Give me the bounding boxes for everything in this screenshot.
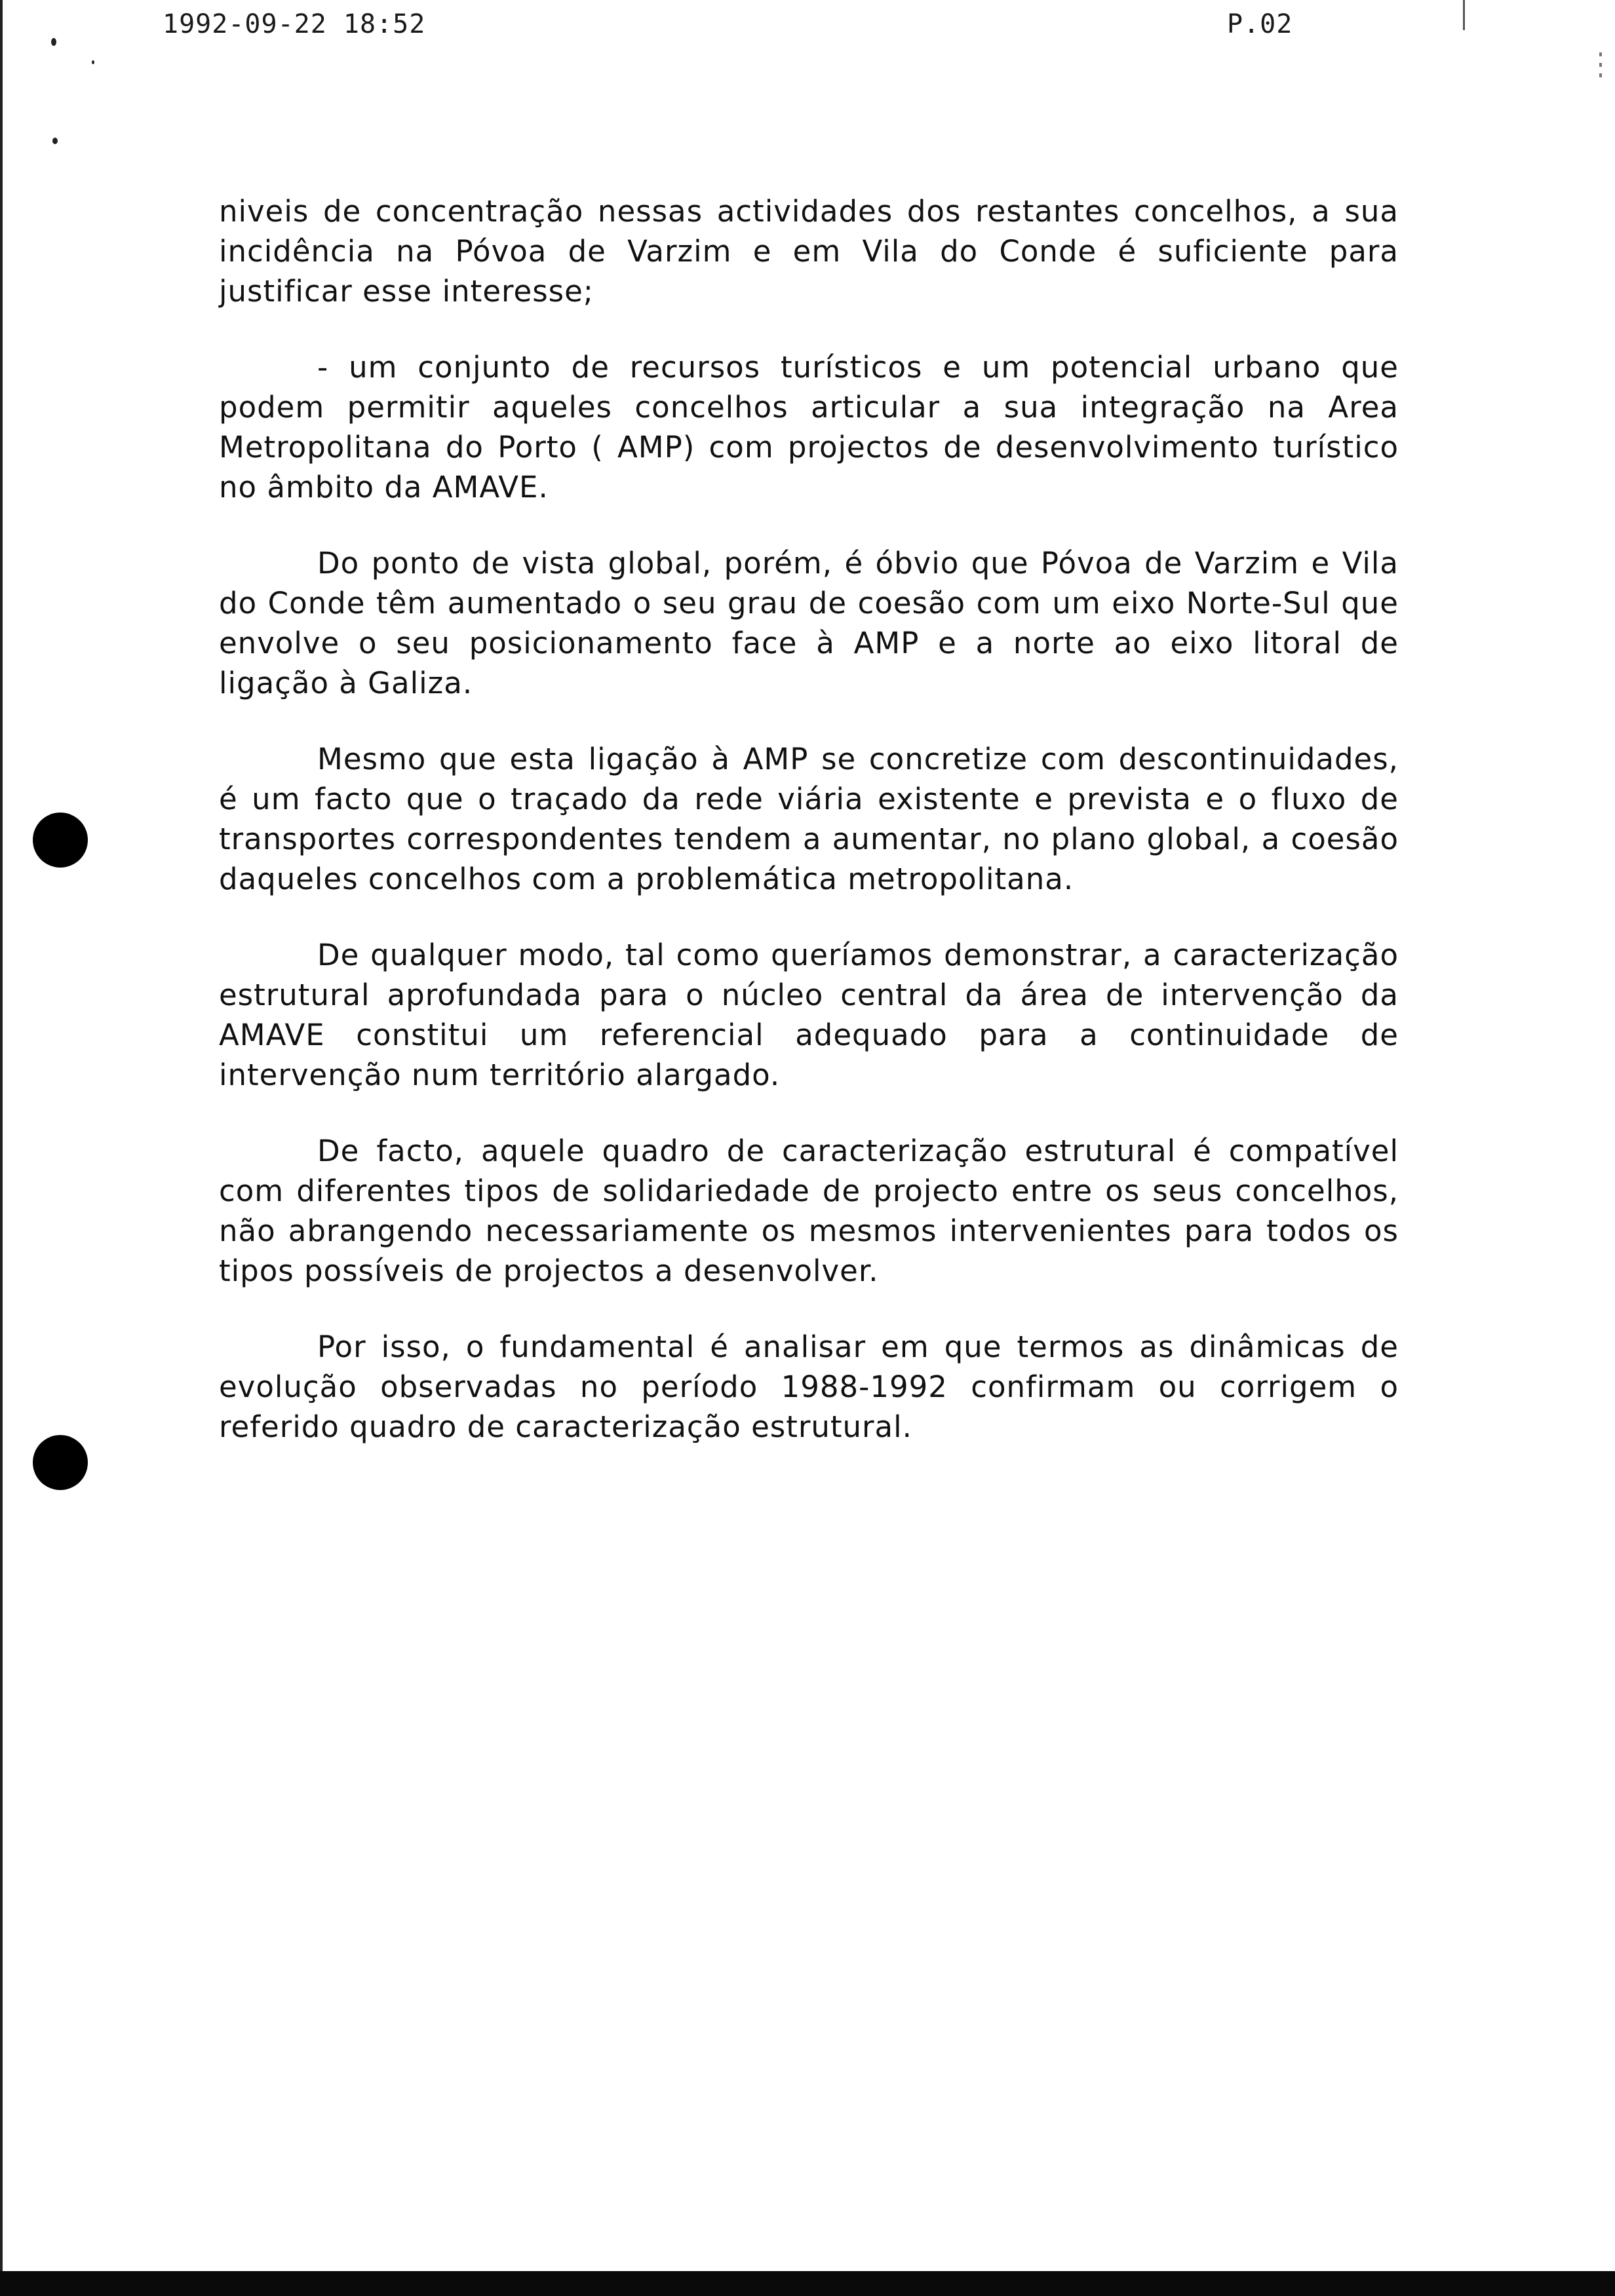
fax-datetime: 1992-09-22 18:52: [163, 9, 426, 39]
scan-left-edge: [0, 0, 3, 2296]
paragraph: niveis de concentração nessas actividades dos restantes concelhos, a sua incidência na Póvoa de Varzim e em Vila do Conde é suficiente para justificar esse interesse;: [219, 194, 1399, 309]
scan-bottom-band: [0, 2271, 1615, 2296]
scan-speck: [92, 60, 94, 64]
scan-speck: [51, 38, 56, 46]
scan-speck: [52, 138, 58, 144]
scan-speck: [1599, 73, 1602, 77]
document-body: [219, 191, 1399, 1483]
paragraph: Por isso, o fundamental é analisar em que termos as dinâmicas de evolução observadas no período 1988-1992 confirmam ou corrigem o referido quadro de caracterização estrutural.: [219, 1330, 1399, 1444]
punch-hole: [33, 1435, 88, 1490]
paragraph: De facto, aquele quadro de caracterização estrutural é compatível com diferentes tipos de solidariedade de projecto entre os seus concelhos, não abrangendo necessariamente os mesmos intervenientes para todos os tipos possíveis de projectos a desenvolver.: [219, 1134, 1399, 1288]
fax-page-number: P.02: [1227, 9, 1293, 39]
punch-hole: [33, 813, 88, 868]
paragraph: Mesmo que esta ligação à AMP se concretize com descontinuidades, é um facto que o traçado da rede viária existente e prevista e o fluxo de transportes correspondentes tendem a aumentar, no plano global, a coesão daqueles concelhos com a problemática metropolitana.: [219, 742, 1399, 896]
paragraph: Do ponto de vista global, porém, é óbvio que Póvoa de Varzim e Vila do Conde têm aumentado o seu grau de coesão com um eixo Norte-Sul que envolve o seu posicionamento face à AMP e a norte ao eixo litoral de ligação à Galiza.: [219, 546, 1399, 700]
scan-speck: [1599, 52, 1602, 56]
paragraph-bullet: - um conjunto de recursos turísticos e um potencial urbano que podem permitir aqueles concelhos articular a sua integração na Area Metropolitana do Porto ( AMP) com projectos de desenvolvimento turístico no âmbito da AMAVE.: [219, 350, 1399, 505]
scan-edge-mark: [1463, 0, 1465, 30]
scan-speck: [1599, 63, 1602, 67]
paragraph: De qualquer modo, tal como queríamos demonstrar, a caracterização estrutural aprofundada para o núcleo central da área de intervenção da AMAVE constitui um referencial adequado para a continuidade de intervenção num território alargado.: [219, 938, 1399, 1092]
